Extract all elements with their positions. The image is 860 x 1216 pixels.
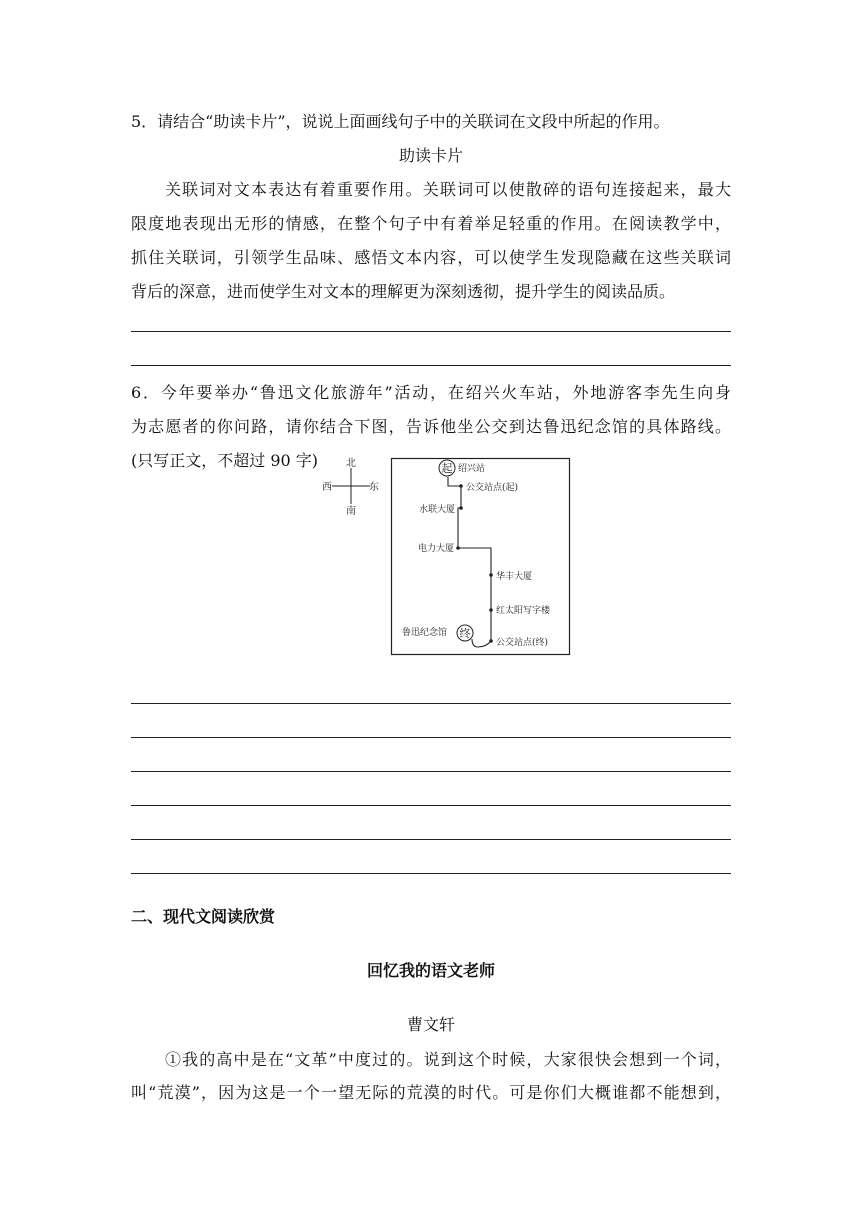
question-6-line-3: (只写正文，不超过 90 字) xyxy=(131,451,319,470)
label-hongtaiyang: 红太阳写字楼 xyxy=(496,606,551,616)
card-line-3: 抓住关联词，引领学生品味、感悟文本内容，可以使学生发现隐藏在这些关联词 xyxy=(131,248,731,267)
card-line-2: 限度地表现出无形的情感，在整个句子中有着举足轻重的作用。在阅读教学中， xyxy=(131,214,731,233)
label-huafeng: 华丰大厦 xyxy=(496,572,533,582)
answer-line xyxy=(131,805,731,806)
card-line-1: 关联词对文本表达有着重要作用。关联词可以使散碎的语句连接起来，最大 xyxy=(165,180,731,199)
question-5: 5．请结合“助读卡片”，说说上面画线句子中的关联词在文段中所起的作用。 xyxy=(131,112,670,131)
compass-north: 北 xyxy=(346,458,356,469)
section-heading: 二、现代文阅读欣赏 xyxy=(131,907,276,926)
compass-east: 东 xyxy=(369,482,379,493)
article-title: 回忆我的语文老师 xyxy=(366,961,495,980)
compass-south: 南 xyxy=(346,506,356,516)
compass-diagram xyxy=(318,452,382,516)
label-bus-start: 公交站点(起) xyxy=(466,483,519,493)
card-title: 助读卡片 xyxy=(398,146,463,165)
route-map xyxy=(390,457,572,657)
label-shuilian: 水联大厦 xyxy=(418,505,455,515)
label-luxun-museum: 鲁迅纪念馆 xyxy=(402,628,448,638)
question-6-line-1: 6．今年要举办“鲁迅文化旅游年”活动，在绍兴火车站，外地游客李先生向身 xyxy=(131,383,731,402)
compass-west: 西 xyxy=(322,482,332,493)
label-shaoxing-station: 绍兴站 xyxy=(458,464,486,474)
label-dianli: 电力大厦 xyxy=(417,544,454,554)
article-author: 曹文轩 xyxy=(406,1015,455,1034)
answer-line xyxy=(131,771,731,772)
end-mark: 终 xyxy=(459,627,471,640)
paragraph-line-2: 叫“荒漠”，因为这是一个一望无际的荒漠的时代。可是你们大概谁都不能想到， xyxy=(131,1083,731,1102)
start-mark: 起 xyxy=(441,462,453,475)
question-6-line-2: 为志愿者的你问路，请你结合下图，告诉他坐公交到达鲁迅纪念馆的具体路线。 xyxy=(131,417,731,436)
answer-line xyxy=(131,703,731,704)
answer-line xyxy=(131,365,731,366)
answer-line xyxy=(131,331,731,332)
answer-line xyxy=(131,839,731,840)
answer-line xyxy=(131,737,731,738)
card-line-4: 背后的深意，进而使学生对文本的理解更为深刻透彻，提升学生的阅读品质。 xyxy=(131,282,676,301)
label-bus-end: 公交站点(终) xyxy=(496,638,549,648)
answer-line xyxy=(131,873,731,874)
paragraph-line-1: ①我的高中是在“文革”中度过的。说到这个时候，大家很快会想到一个词， xyxy=(165,1050,731,1069)
